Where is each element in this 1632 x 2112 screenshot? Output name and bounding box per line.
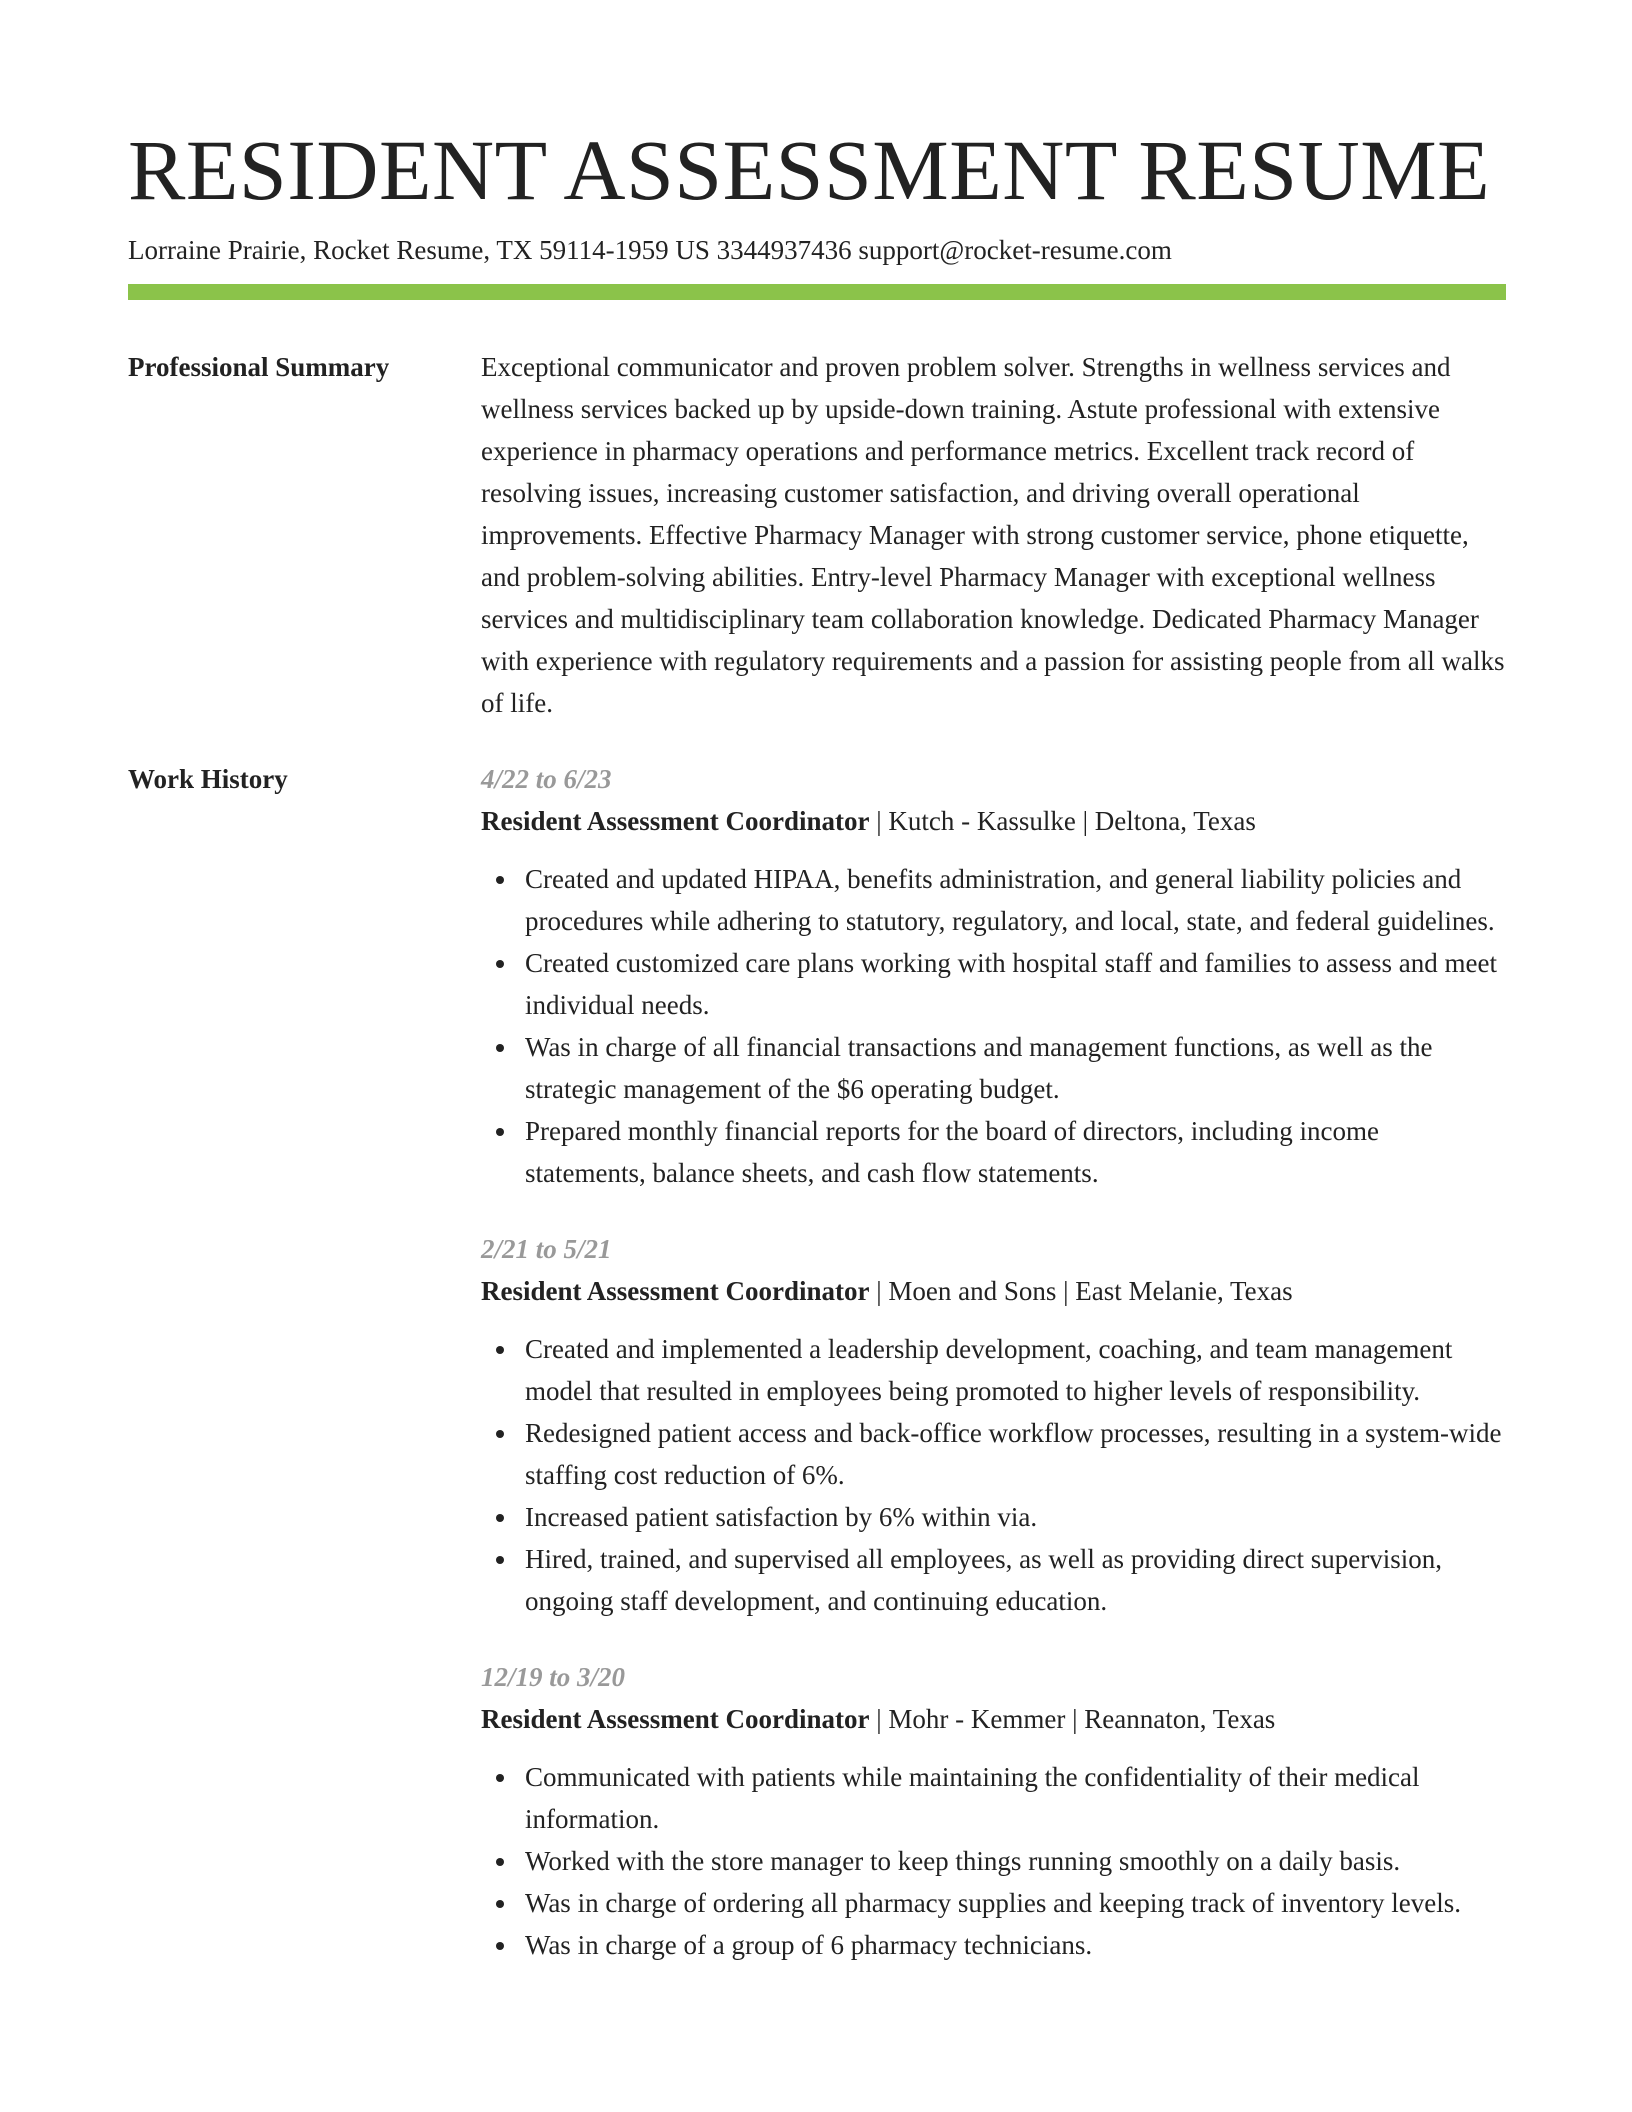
job-heading [481,1270,1506,1312]
job-employer-location: | Moen and Sons | East Melanie, Texas [869,1276,1293,1306]
job-bullet: Was in charge of ordering all pharmacy supplies and keeping track of inventory levels. [525,1882,1506,1924]
job-bullet-list [481,1328,1506,1622]
header-divider [128,284,1506,300]
job-bullet: Redesigned patient access and back-office workflow processes, resulting in a system-wide staffing cost reduction of 6%. [525,1412,1506,1496]
resume-page [128,120,1506,2000]
job-bullet: Prepared monthly financial reports for the board of directors, including income statements, balance sheets, and cash flow statements. [525,1110,1506,1194]
job-heading [481,1698,1506,1740]
job-bullet: Was in charge of all financial transactions and management functions, as well as the strategic management of the $6 operating budget. [525,1026,1506,1110]
job-entry [481,1228,1506,1622]
job-bullet: Hired, trained, and supervised all employees, as well as providing direct supervision, ongoing staff development, and continuing education. [525,1538,1506,1622]
job-dates: 4/22 to 6/23 [481,764,612,794]
job-bullet: Created and implemented a leadership development, coaching, and team management model that resulted in employees being promoted to higher levels of responsibility. [525,1328,1506,1412]
job-bullet-list [481,1756,1506,1966]
job-title: Resident Assessment Coordinator [481,1704,870,1734]
summary-body [481,346,1506,724]
job-bullet: Was in charge of a group of 6 pharmacy technicians. [525,1924,1506,1966]
section-label-summary: Professional Summary [128,352,390,382]
job-title: Resident Assessment Coordinator [481,806,870,836]
job-bullet: Created customized care plans working with hospital staff and families to assess and meet individual needs. [525,942,1506,1026]
job-heading [481,800,1506,842]
job-bullet: Increased patient satisfaction by 6% within via. [525,1496,1506,1538]
job-employer-location: | Kutch - Kassulke | Deltona, Texas [869,806,1256,836]
work-history-section [128,758,1506,2000]
professional-summary-section [128,346,1506,724]
job-bullet: Communicated with patients while maintaining the confidentiality of their medical information. [525,1756,1506,1840]
job-entry [481,758,1506,1194]
job-bullet: Worked with the store manager to keep things running smoothly on a daily basis. [525,1840,1506,1882]
contact-line: Lorraine Prairie, Rocket Resume, TX 59114-1959 US 3344937436 support@rocket-resume.com [128,235,1172,265]
work-history-body [481,758,1506,2000]
section-label-work-history: Work History [128,764,288,794]
job-bullet: Created and updated HIPAA, benefits administration, and general liability policies and procedures while adhering to statutory, regulatory, and local, state, and federal guidelines. [525,858,1506,942]
resume-title: RESIDENT ASSESSMENT RESUME [128,122,1491,218]
job-dates: 2/21 to 5/21 [481,1234,612,1264]
job-entry [481,1656,1506,1966]
job-employer-location: | Mohr - Kemmer | Reannaton, Texas [869,1704,1276,1734]
job-title: Resident Assessment Coordinator [481,1276,870,1306]
summary-text: Exceptional communicator and proven problem solver. Strengths in wellness services and wellness services backed up by upside-down training. Astute professional with extensive experience in pharmacy operations and performance metrics. Excellent track record of resolving issues, increasing customer satisfaction, and driving overall operational improvements. Effective Pharmacy Manager with strong customer service, phone etiquette, and problem-solving abilities. Entry-level Pharmacy Manager with exceptional wellness services and multidisciplinary team collaboration knowledge. Dedicated Pharmacy Manager with experience with regulatory requirements and a passion for assisting people from all walks of life. [481,352,1505,718]
job-bullet-list [481,858,1506,1194]
job-dates: 12/19 to 3/20 [481,1662,626,1692]
